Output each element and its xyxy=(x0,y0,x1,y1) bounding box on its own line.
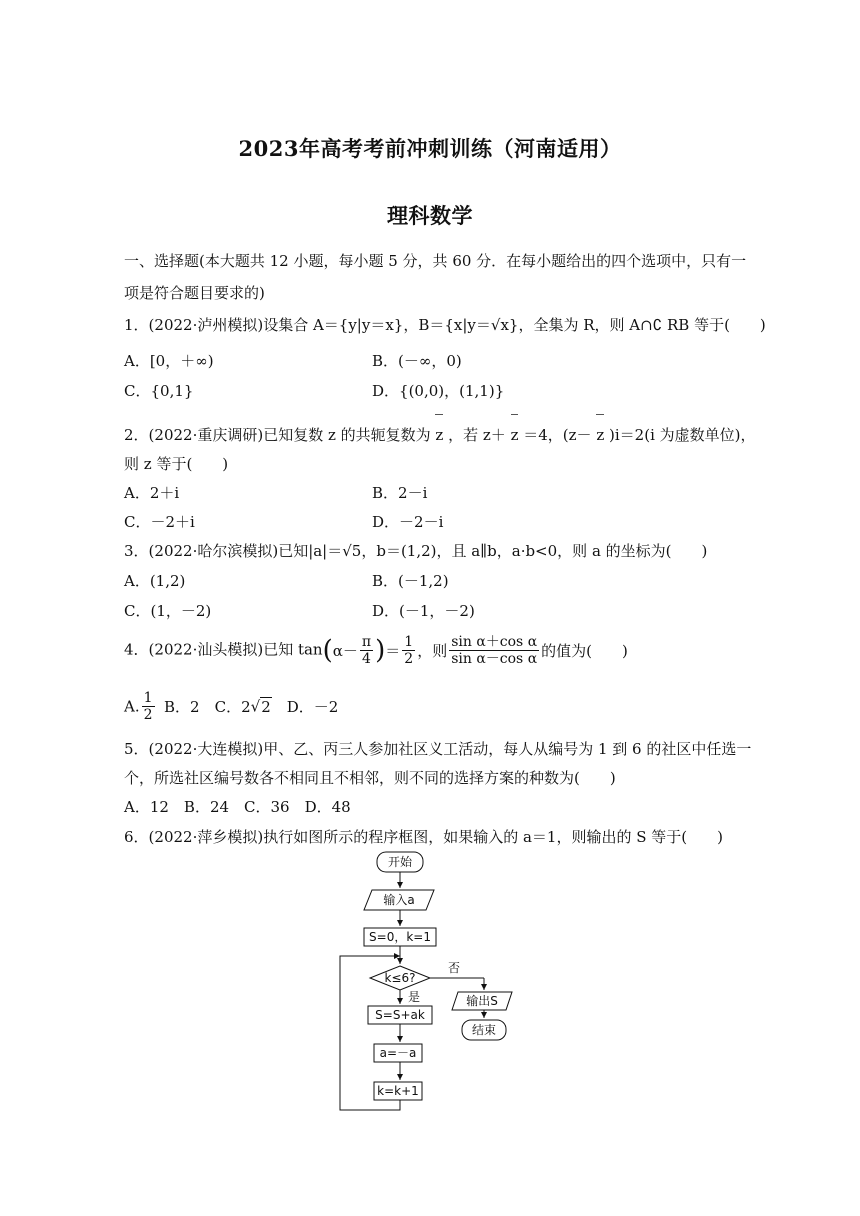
q2-option-b: B．2－i xyxy=(372,484,428,502)
q4-mid: ，则 xyxy=(417,642,448,661)
q1-option-d: D．{(0,0)，(1,1)} xyxy=(372,382,505,400)
question-1: 1．(2022·泸州模拟)设集合 A＝{y|y＝x}，B＝{x|y＝√x}，全集为 R，则 A∩∁ RB 等于( ) xyxy=(124,316,766,334)
q2-option-d: D．－2－i xyxy=(372,513,444,531)
flow-decision-label: k≤6? xyxy=(384,971,416,985)
q2-z-conj: z xyxy=(596,426,605,444)
flow-step3-label: k=k+1 xyxy=(377,1084,419,1098)
q1-option-b: B．(－∞，0) xyxy=(372,352,462,370)
q4-options-bc: B．2 C．2 xyxy=(164,698,251,717)
flowchart xyxy=(330,848,540,1116)
flow-step2-label: a=－a xyxy=(379,1046,417,1060)
question-4: 4．(2022·汕头模拟)已知 tan(α－ $\frac{\pi}{4}$ )＝ $\frac{1}{2}$ ，则 $\frac{\text{sin α＋cos α}}{\text{sin α－cos α}}$ 的值为( ) xyxy=(124,634,628,668)
q2-part2: ，若 z＋ xyxy=(448,426,506,444)
q4-suffix: 的值为( ) xyxy=(541,642,628,661)
q1-option-a: A．[0，＋∞) xyxy=(124,352,214,370)
q4-option-a-label: A. xyxy=(124,697,140,716)
flow-output-label: 输出S xyxy=(466,994,498,1008)
q4-ratio: $\frac{\text{sin α＋cos α}}{\text{sin α－cos α}}$ xyxy=(451,634,538,668)
question-2 xyxy=(124,424,756,445)
section-instructions-line1: 一、选择题(本大题共 12 小题，每小题 5 分，共 60 分．在每小题给出的四个选项中，只有一 xyxy=(124,252,747,270)
q4-prefix: 4．(2022·汕头模拟)已知 tan xyxy=(124,640,323,659)
q4-alpha-minus: α－ xyxy=(332,642,358,661)
q3-option-a: A．(1,2) xyxy=(124,572,186,590)
page-subtitle: 理科数学 xyxy=(387,203,473,228)
flow-no-label: 否 xyxy=(447,961,461,975)
q4-equals: ＝ xyxy=(385,642,401,661)
question-3: 3．(2022·哈尔滨模拟)已知|a|＝√5，b＝(1,2)，且 a∥b，a·b<0，则 a 的坐标为( ) xyxy=(124,542,708,560)
flow-input-label: 输入a xyxy=(383,893,415,907)
q2-option-a: A．2＋i xyxy=(124,484,180,502)
q2-part1: 2．(2022·重庆调研)已知复数 z 的共轭复数为 xyxy=(124,426,431,444)
q2-part4: )i＝2(i 为虚数单位)， xyxy=(609,426,756,444)
q1-option-c: C．{0,1} xyxy=(124,382,194,400)
q4-option-d: D．－2 xyxy=(286,698,339,717)
q2-part3: ＝4，(z－ xyxy=(523,426,592,444)
q4-options xyxy=(124,690,338,723)
section-instructions-line2: 项是符合题目要求的) xyxy=(124,284,265,302)
q2-z-conj: z xyxy=(510,426,519,444)
flow-step1-label: S=S+ak xyxy=(375,1008,425,1022)
flow-end-label: 结束 xyxy=(471,1023,497,1037)
q4-sqrt-sign: √ xyxy=(250,697,261,716)
question-2-line2: 则 z 等于( ) xyxy=(124,455,229,473)
q3-option-d: D．(－1，－2) xyxy=(372,602,475,620)
flow-start-label: 开始 xyxy=(387,855,413,869)
q3-option-c: C．(1，－2) xyxy=(124,602,212,620)
q2-option-c: C．－2＋i xyxy=(124,513,195,531)
q2-z-conj: z xyxy=(435,426,444,444)
q4-pi-over-4: $\frac{\pi}{4}$ xyxy=(361,634,372,668)
question-6: 6．(2022·萍乡模拟)执行如图所示的程序框图，如果输入的 a＝1，则输出的 S 等于( ) xyxy=(124,828,723,846)
page-title: 2023年高考考前冲刺训练（河南适用） xyxy=(238,136,622,161)
question-5-line1: 5．(2022·大连模拟)甲、乙、丙三人参加社区义工活动，每人从编号为 1 到 6 的社区中任选一 xyxy=(124,740,752,758)
q3-option-b: B．(－1,2) xyxy=(372,572,449,590)
q4-one-half: $\frac{1}{2}$ xyxy=(404,634,414,668)
q4-option-a-half: $\frac{1}{2}$ xyxy=(143,690,153,724)
flow-init-label: S=0，k=1 xyxy=(369,930,431,944)
q5-options: A．12 B．24 C．36 D．48 xyxy=(124,798,351,816)
question-5-line2: 个，所选社区编号数各不相同且不相邻，则不同的选择方案的种数为( ) xyxy=(124,769,616,787)
q4-sqrt2: 2 xyxy=(261,697,271,716)
flow-yes-label: 是 xyxy=(408,990,421,1004)
